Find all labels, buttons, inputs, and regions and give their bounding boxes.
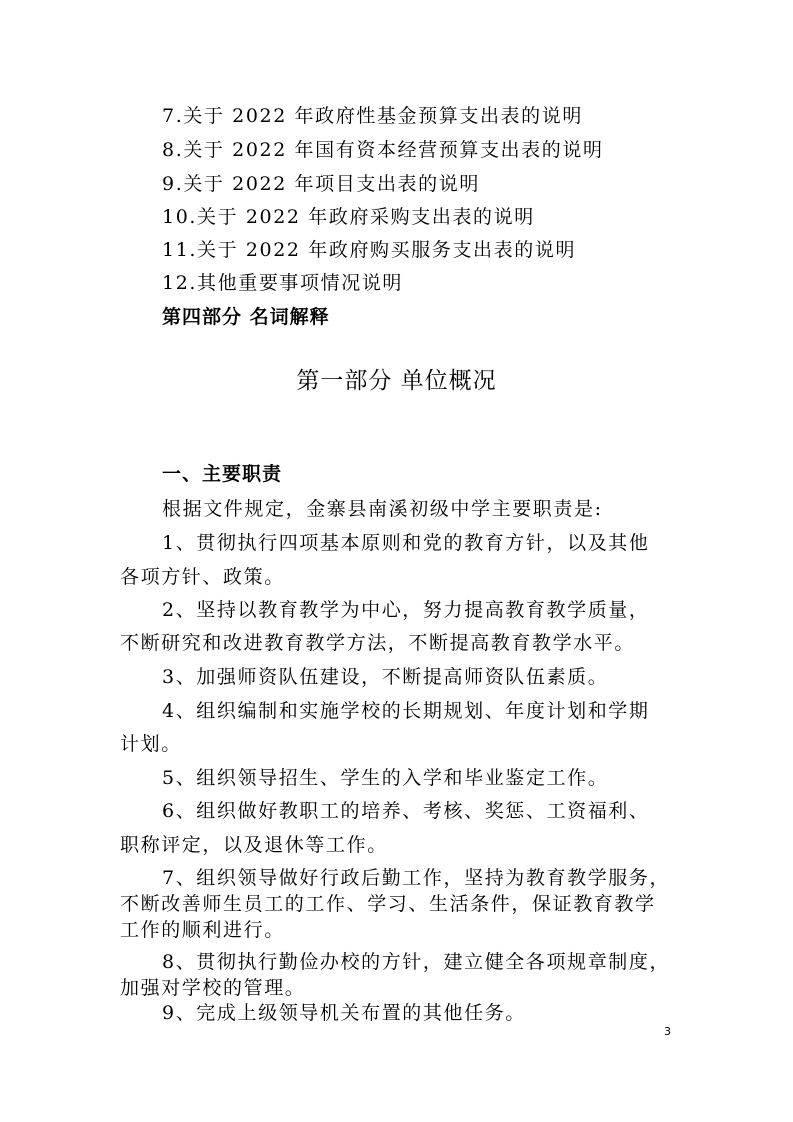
body-line: 根据文件规定，金寨县南溪初级中学主要职责是: <box>162 498 603 520</box>
body-line: 8、贯彻执行勤俭办校的方针，建立健全各项规章制度， <box>162 951 671 973</box>
body-line: 5、组织领导招生、学生的入学和毕业鉴定工作。 <box>162 767 609 789</box>
body-line: 3、加强师资队伍建设，不断提高师资队伍素质。 <box>162 666 609 688</box>
toc-part-four: 第四部分 名词解释 <box>162 306 330 328</box>
body-line: 工作的顺利进行。 <box>120 919 285 941</box>
toc-item-12: 12.其他重要事项情况说明 <box>162 272 404 294</box>
body-line: 7、组织领导做好行政后勤工作，坚持为教育教学服务， <box>162 867 671 889</box>
section-title: 第一部分 单位概况 <box>296 368 497 394</box>
toc-item-7: 7.关于 2022 年政府性基金预算支出表的说明 <box>162 105 583 127</box>
body-line: 9、完成上级领导机关布置的其他任务。 <box>162 1002 526 1024</box>
body-line: 2、坚持以教育教学为中心，努力提高教育教学质量， <box>162 599 650 621</box>
toc-item-8: 8.关于 2022 年国有资本经营预算支出表的说明 <box>162 139 604 161</box>
page-number: 3 <box>664 1025 671 1038</box>
body-line: 各项方针、政策。 <box>120 566 285 588</box>
section-heading: 一、主要职责 <box>162 463 283 485</box>
body-line: 6、组织做好教职工的培养、考核、奖惩、工资福利、 <box>162 800 650 822</box>
toc-item-9: 9.关于 2022 年项目支出表的说明 <box>162 173 480 195</box>
body-line: 1、贯彻执行四项基本原则和党的教育方针，以及其他 <box>162 532 650 554</box>
body-line: 加强对学校的管理。 <box>120 977 306 999</box>
toc-item-11: 11.关于 2022 年政府购买服务支出表的说明 <box>162 239 577 261</box>
body-line: 不断改善师生员工的工作、学习、生活条件，保证教育教学 <box>120 893 656 915</box>
body-line: 计划。 <box>120 733 182 755</box>
toc-item-10: 10.关于 2022 年政府采购支出表的说明 <box>162 206 535 228</box>
body-line: 4、组织编制和实施学校的长期规划、年度计划和学期 <box>162 700 650 722</box>
body-line: 不断研究和改进教育教学方法，不断提高教育教学水平。 <box>120 632 636 654</box>
body-line: 职称评定，以及退休等工作。 <box>120 834 388 856</box>
